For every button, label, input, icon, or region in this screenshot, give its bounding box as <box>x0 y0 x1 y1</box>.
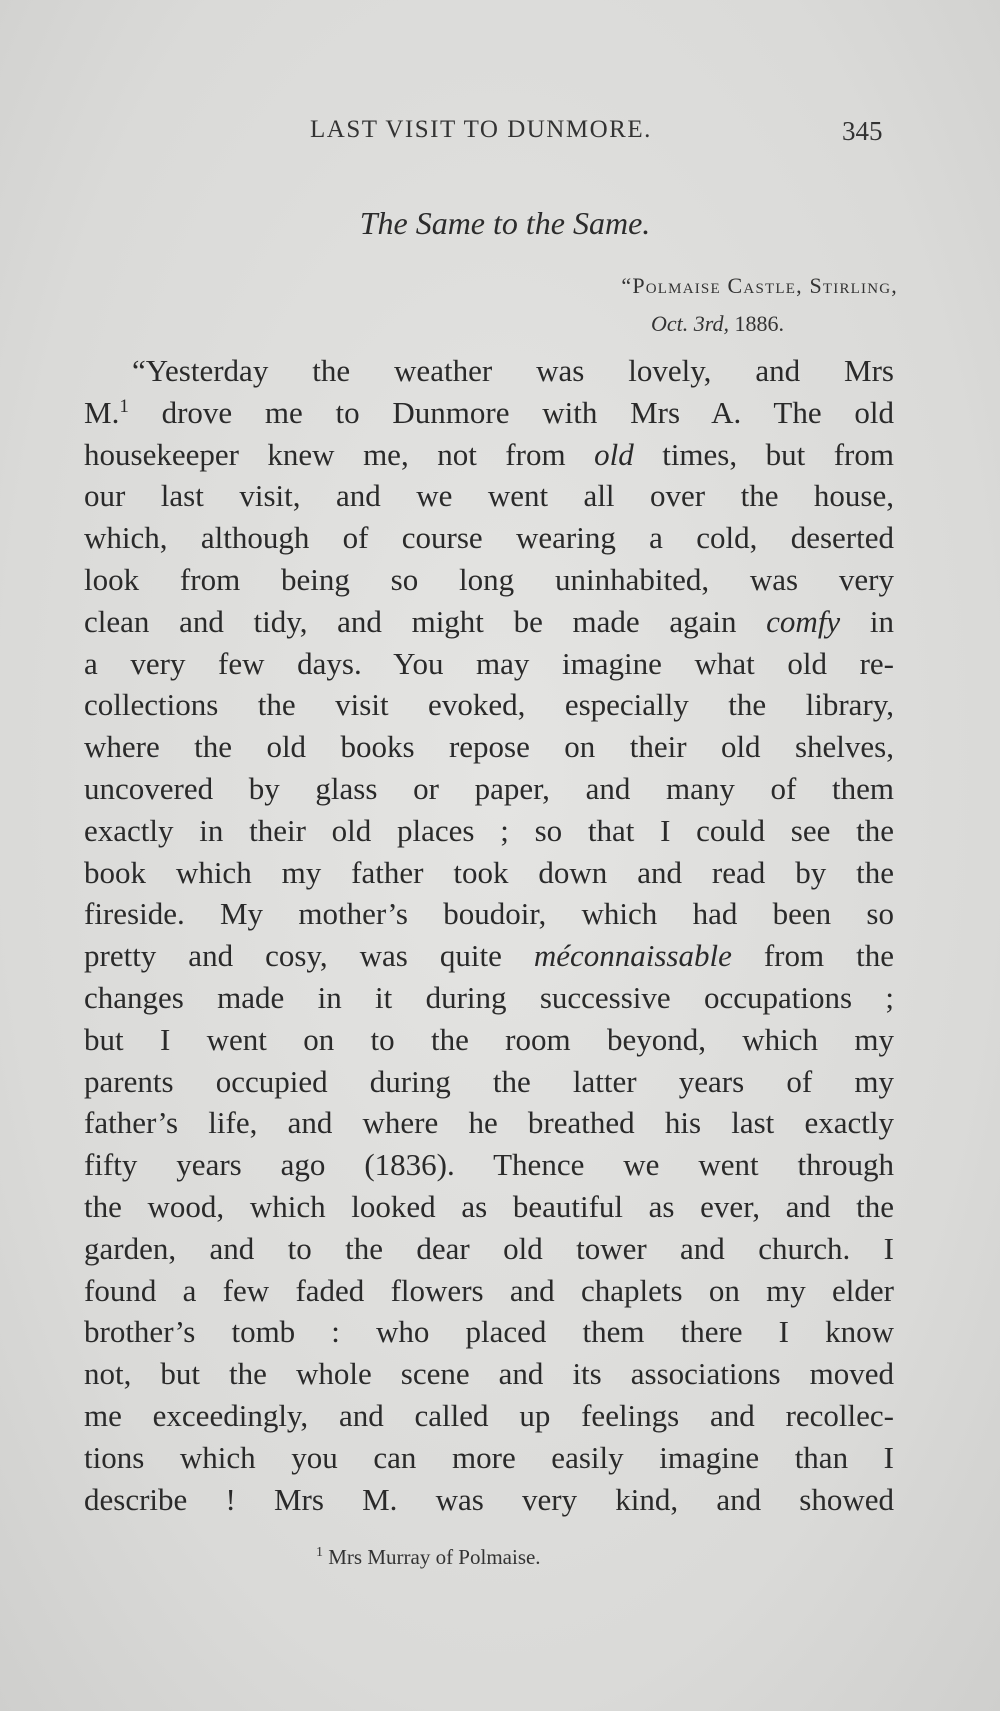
body-line: which, although of course wearing a cold, deserted <box>84 520 894 556</box>
body-line: a very few days. You may imagine what old re- <box>84 645 894 681</box>
footnote <box>316 1545 541 1570</box>
body-text-run: pretty and cosy, was quite <box>84 938 534 974</box>
body-line <box>84 392 894 434</box>
body-line: but I went on to the room beyond, which my <box>84 1021 894 1057</box>
body-line: tions which you can more easily imagine than I <box>84 1439 894 1475</box>
body-line: our last visit, and we went all over the house, <box>84 478 894 514</box>
emphasis-text: old <box>594 436 634 472</box>
body-line: exactly in their old places ; so that I could see the <box>84 812 894 848</box>
body-line <box>84 434 894 476</box>
body-line: parents occupied during the latter years of my <box>84 1063 894 1099</box>
body-text-run: in <box>840 603 894 639</box>
body-line <box>84 935 894 977</box>
body-text-run: from the <box>731 938 894 974</box>
letter-date-year: 1886. <box>734 311 784 336</box>
body-line: garden, and to the dear old tower and church. I <box>84 1230 894 1266</box>
body-line: the wood, which looked as beautiful as ever, and the <box>84 1188 894 1224</box>
body-line: look from being so long uninhabited, was very <box>84 561 894 597</box>
page-number: 345 <box>842 116 883 146</box>
body-line: where the old books repose on their old shelves, <box>84 729 894 765</box>
body-line: fireside. My mother’s boudoir, which had been so <box>84 896 894 932</box>
footnote-text: Mrs Murray of Polmaise. <box>323 1545 541 1569</box>
body-line: not, but the whole scene and its associations moved <box>84 1356 894 1392</box>
body-line: brother’s tomb : who placed them there I know <box>84 1314 894 1350</box>
letter-place: “Polmaise Castle, Stirling, <box>621 273 898 298</box>
letter-date-month: Oct. 3rd, <box>650 311 729 336</box>
body-line: changes made in it during successive occupations ; <box>84 979 894 1015</box>
body-line: me exceedingly, and called up feelings and recollec- <box>84 1397 894 1433</box>
footnote-marker: 1 <box>316 1545 323 1560</box>
body-text-run: times, but from <box>633 436 894 472</box>
emphasis-text: méconnaissable <box>533 938 732 974</box>
letter-date <box>651 311 784 337</box>
emphasis-text: comfy <box>766 603 841 639</box>
body-line: “Yesterday the weather was lovely, and Mrs <box>132 353 894 388</box>
body-line: uncovered by glass or paper, and many of them <box>84 770 894 806</box>
body-line: book which my father took down and read by the <box>84 854 894 890</box>
body-line: fifty years ago (1836). Thence we went through <box>84 1147 894 1183</box>
letter-body <box>84 350 894 1520</box>
footnote-reference: 1 <box>119 395 129 417</box>
body-line: describe ! Mrs M. was very kind, and showed <box>84 1481 894 1517</box>
running-head-title: LAST VISIT TO DUNMORE. <box>310 116 652 143</box>
body-text-run: drove me to Dunmore with Mrs A. The old <box>128 394 894 430</box>
body-line: found a few faded flowers and chaplets on my elder <box>84 1272 894 1308</box>
body-line <box>84 601 894 643</box>
body-text-run: M. <box>84 394 120 430</box>
body-line: collections the visit evoked, especially the library, <box>84 687 894 723</box>
body-text-run: clean and tidy, and might be made again <box>84 603 767 639</box>
body-line: father’s life, and where he breathed his last exactly <box>84 1105 894 1141</box>
letter-heading: The Same to the Same. <box>359 205 651 241</box>
body-text-run: housekeeper knew me, not from <box>84 436 595 472</box>
